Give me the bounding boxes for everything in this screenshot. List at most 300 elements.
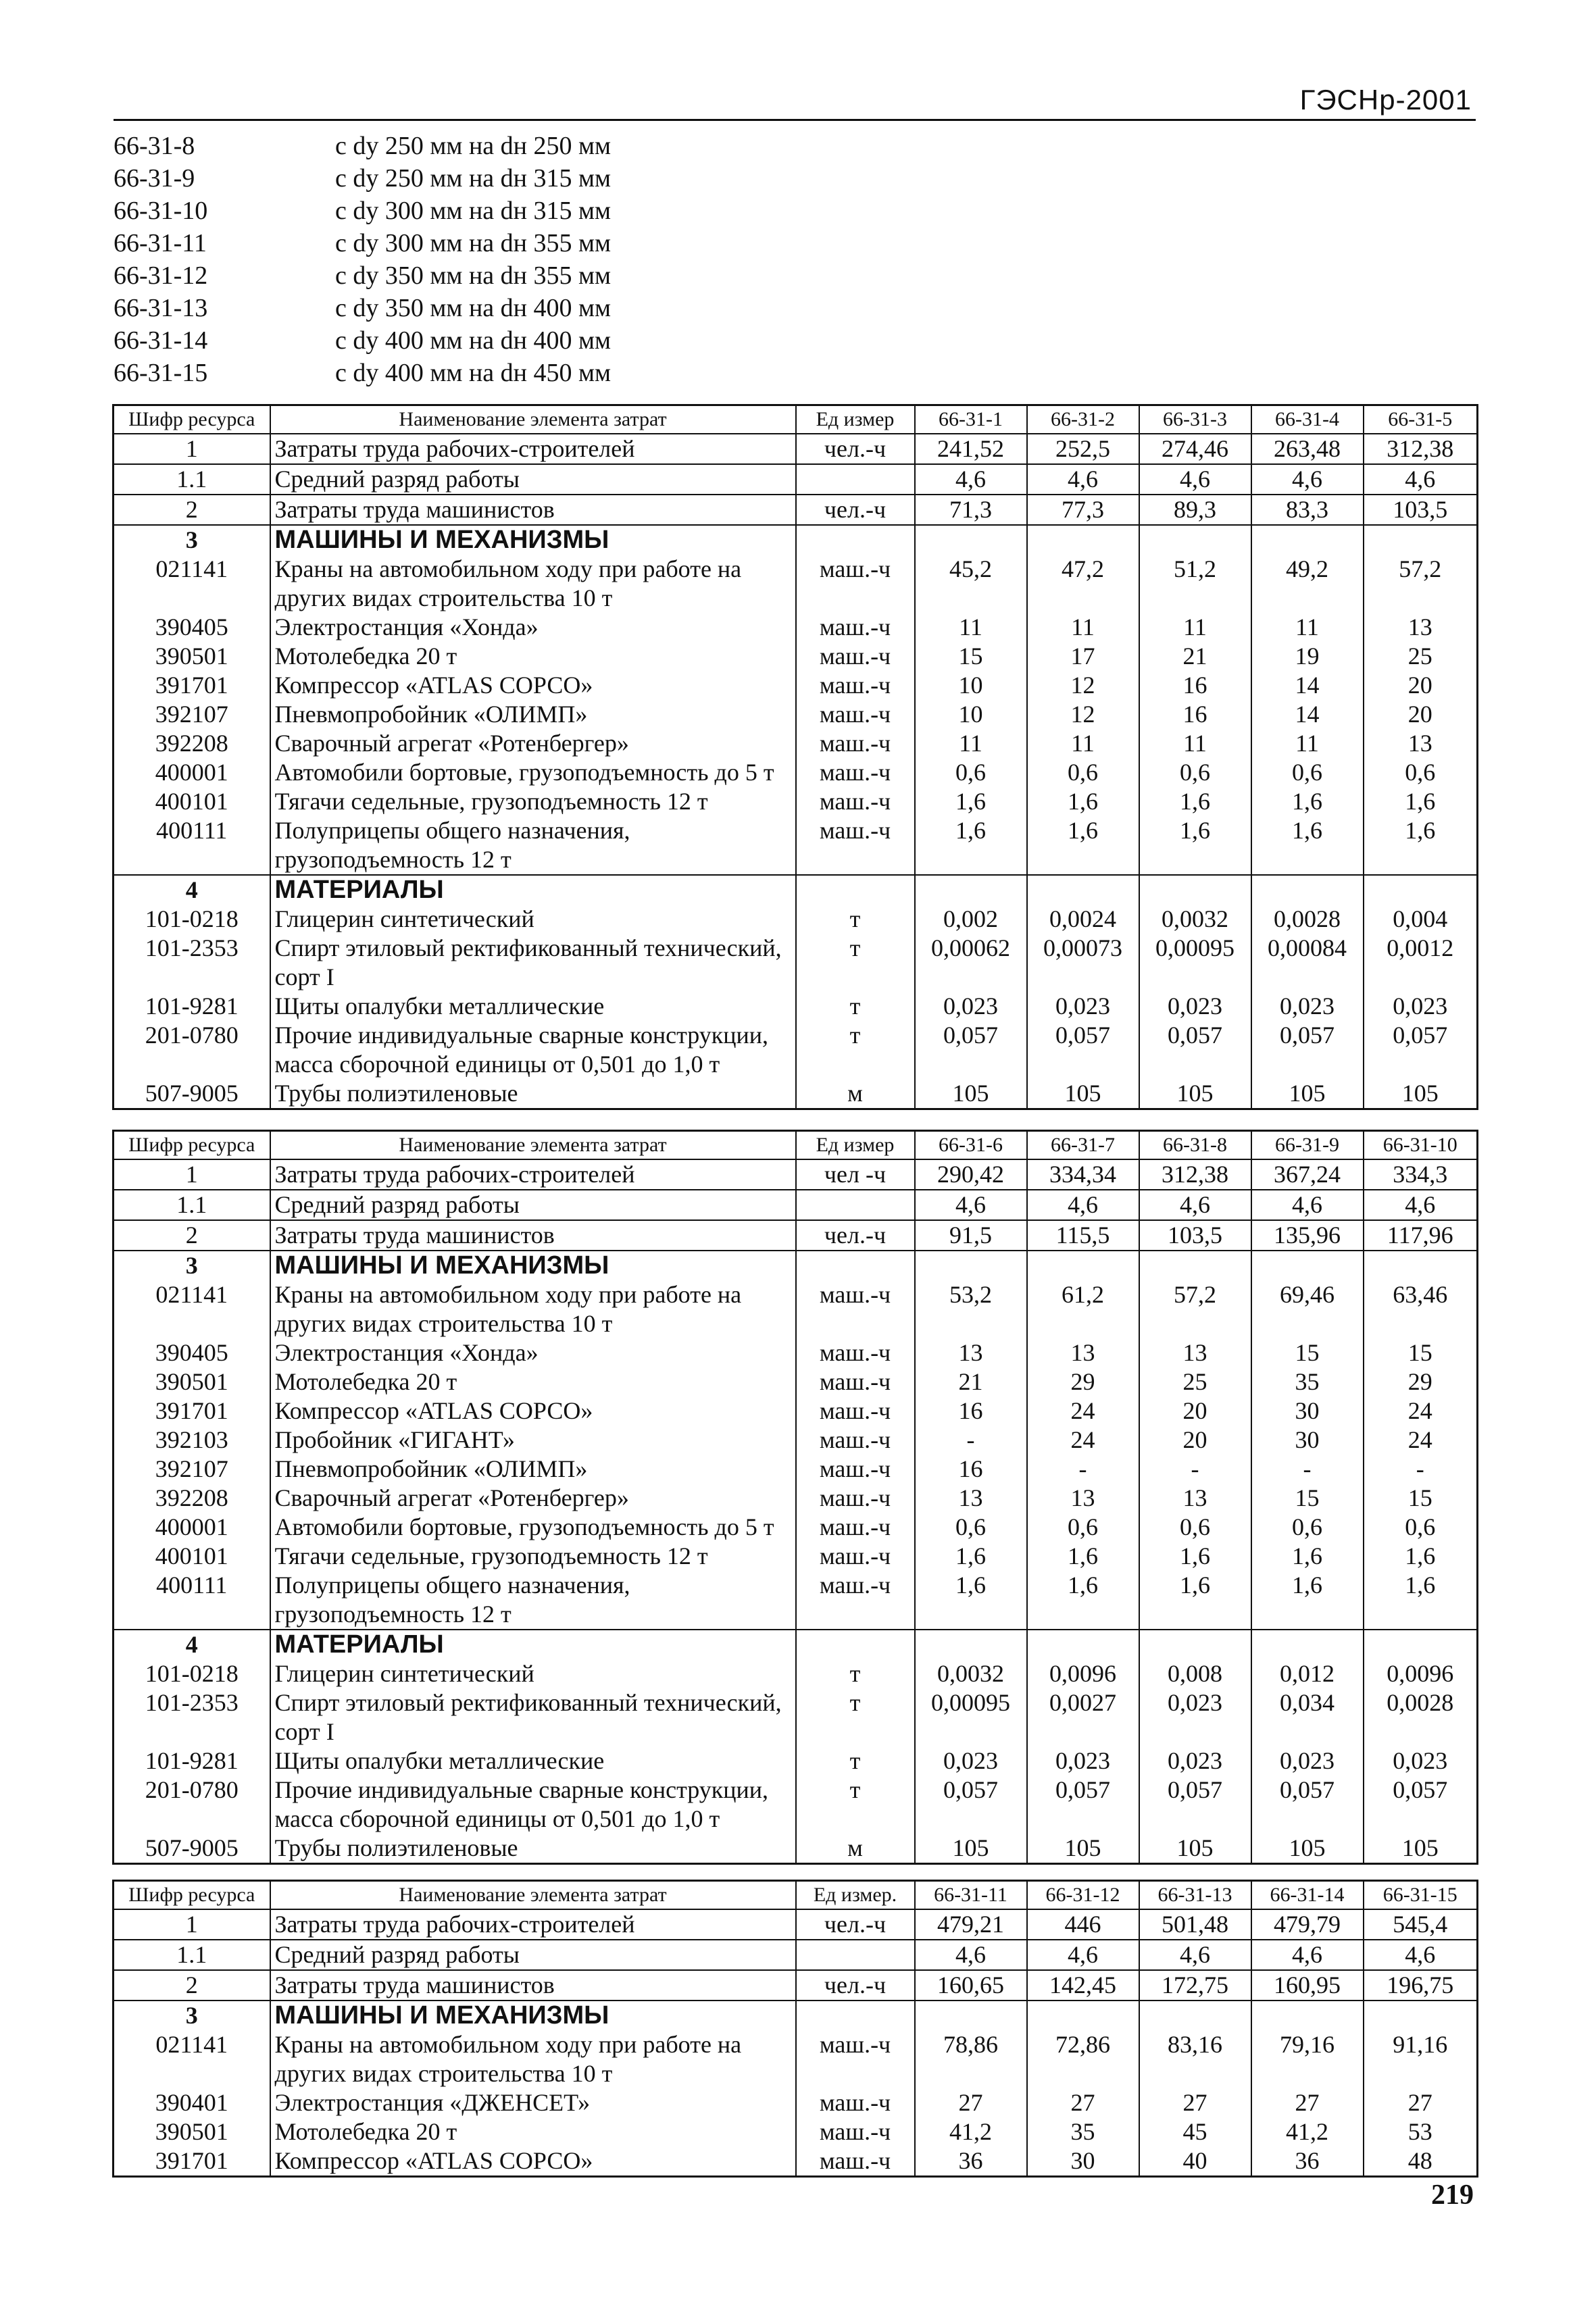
resource-code: 392107 [114,1455,270,1484]
unit-of-measure: маш.-ч [796,2030,915,2088]
table-row [114,1367,1478,1397]
norm-value [1364,1251,1478,1280]
norm-value: 0,6 [1027,758,1139,787]
norm-value: 0,6 [1139,1513,1251,1542]
norm-value: 4,6 [1251,1940,1364,1970]
table-row [114,816,1478,875]
resource-table-3 [112,1880,1478,2178]
cost-element-name: Пневмопробойник «ОЛИМП» [270,700,796,729]
norm-value: 312,38 [1139,1159,1251,1190]
table-row [114,1190,1478,1220]
norm-value: 17 [1027,642,1139,671]
cost-element-name: Щиты опалубки металлические [270,992,796,1021]
unit-of-measure: м [796,1079,915,1109]
norm-value: 172,75 [1139,1970,1251,2001]
code-list-code: 66-31-8 [114,132,195,160]
column-header: 66-31-9 [1251,1131,1364,1160]
unit-of-measure [796,1630,915,1659]
table-row [114,2001,1478,2030]
norm-value: 35 [1251,1367,1364,1397]
cost-element-name: Автомобили бортовые, грузоподъемность до 5 т [270,758,796,787]
cost-element-name: МАТЕРИАЛЫ [270,875,796,905]
norm-value: 142,45 [1027,1970,1139,2001]
norm-value: 105 [1139,1079,1251,1109]
unit-of-measure: маш.-ч [796,729,915,758]
unit-of-measure: маш.-ч [796,1455,915,1484]
norm-value: 79,16 [1251,2030,1364,2088]
norm-value: 27 [1027,2088,1139,2117]
cost-element-name: Краны на автомобильном ходу при работе на других видах строительства 10 т [270,2030,796,2088]
norm-value: 0,6 [1027,1513,1139,1542]
norm-value: 4,6 [1364,464,1478,495]
norm-value: 27 [915,2088,1027,2117]
norm-value: 334,3 [1364,1159,1478,1190]
unit-of-measure: т [796,1746,915,1776]
unit-of-measure: маш.-ч [796,1542,915,1571]
norm-value: 0,034 [1251,1688,1364,1746]
norm-value [1251,2001,1364,2030]
norm-value: 0,023 [1251,1746,1364,1776]
table-row [114,1079,1478,1109]
code-list-desc: с dy 250 мм на dн 315 мм [335,164,612,193]
table-row [114,495,1478,525]
table-row [114,1571,1478,1630]
column-header: Ед измер [796,405,915,434]
cost-element-name: Средний разряд работы [270,464,796,495]
table-row [114,1659,1478,1688]
norm-value: 105 [1251,1834,1364,1864]
norm-value: 15 [1251,1338,1364,1367]
norm-value: 15 [915,642,1027,671]
unit-of-measure: маш.-ч [796,1367,915,1397]
column-header: Ед измер [796,1131,915,1160]
table-row [114,671,1478,700]
norm-value [1364,1630,1478,1659]
code-list-desc: с dy 400 мм на dн 450 мм [335,359,612,387]
resource-code: 400101 [114,1542,270,1571]
norm-value: 103,5 [1364,495,1478,525]
table-row [114,1513,1478,1542]
norm-value: 11 [915,729,1027,758]
cost-element-name: Глицерин синтетический [270,905,796,934]
unit-of-measure: маш.-ч [796,2146,915,2177]
norm-value: 1,6 [915,1571,1027,1630]
unit-of-measure: чел.-ч [796,1220,915,1251]
unit-of-measure: чел.-ч [796,495,915,525]
norm-value: 11 [1139,729,1251,758]
unit-of-measure [796,1940,915,1970]
norm-value: 0,057 [915,1776,1027,1834]
cost-element-name: Краны на автомобильном ходу при работе на других видах строительства 10 т [270,1280,796,1338]
column-header: Шифр ресурса [114,405,270,434]
column-header: Наименование элемента затрат [270,1881,796,1910]
norm-value: 501,48 [1139,1909,1251,1940]
unit-of-measure: маш.-ч [796,642,915,671]
unit-of-measure: чел.-ч [796,1970,915,2001]
resource-code: 390405 [114,613,270,642]
norm-value: 252,5 [1027,434,1139,464]
table-row [114,1397,1478,1426]
norm-value: 4,6 [1251,1190,1364,1220]
norm-value: 105 [1027,1834,1139,1864]
resource-code: 400101 [114,787,270,816]
unit-of-measure: маш.-ч [796,1513,915,1542]
norm-value: 0,023 [915,992,1027,1021]
norm-value: 105 [1251,1079,1364,1109]
cost-element-name: Электростанция «ДЖЕНСЕТ» [270,2088,796,2117]
table-row [114,1834,1478,1864]
unit-of-measure: маш.-ч [796,555,915,613]
norm-value [1364,875,1478,905]
norm-value: 0,023 [1027,992,1139,1021]
norm-value: 1,6 [915,816,1027,875]
norm-value: 1,6 [1364,816,1478,875]
norm-value: 4,6 [1139,1190,1251,1220]
norm-value: 0,00095 [915,1688,1027,1746]
resource-code: 201-0780 [114,1021,270,1079]
norm-value: 0,0024 [1027,905,1139,934]
cost-element-name: Затраты труда рабочих-строителей [270,1909,796,1940]
norm-value: 4,6 [1027,1940,1139,1970]
column-header: 66-31-11 [915,1881,1027,1910]
cost-element-name: Спирт этиловый ректификованный технический, сорт I [270,1688,796,1746]
norm-value: 24 [1364,1397,1478,1426]
unit-of-measure: чел.-ч [796,1909,915,1940]
resource-code: 390405 [114,1338,270,1367]
table-row [114,2030,1478,2088]
norm-value [915,525,1027,555]
cost-element-name: Глицерин синтетический [270,1659,796,1688]
norm-value: 0,0096 [1364,1659,1478,1688]
column-header: 66-31-6 [915,1131,1027,1160]
norm-value: 290,42 [915,1159,1027,1190]
cost-element-name: Средний разряд работы [270,1190,796,1220]
resource-code: 3 [114,2001,270,2030]
resource-code: 391701 [114,2146,270,2177]
norm-value: 16 [915,1455,1027,1484]
norm-value: - [1364,1455,1478,1484]
cost-element-name: Электростанция «Хонда» [270,613,796,642]
resource-code: 392208 [114,1484,270,1513]
code-list-item [114,292,857,324]
norm-value: 63,46 [1364,1280,1478,1338]
table-row [114,700,1478,729]
resource-code: 1 [114,434,270,464]
norm-value: 0,008 [1139,1659,1251,1688]
norm-value [1251,525,1364,555]
unit-of-measure [796,464,915,495]
norm-value: 29 [1364,1367,1478,1397]
column-header: 66-31-8 [1139,1131,1251,1160]
norm-value: 0,0032 [915,1659,1027,1688]
norm-value: 4,6 [1364,1190,1478,1220]
cost-element-name: Пневмопробойник «ОЛИМП» [270,1455,796,1484]
table-row [114,729,1478,758]
norm-value: 57,2 [1139,1280,1251,1338]
code-list [114,130,857,389]
norm-value: 0,00073 [1027,934,1139,992]
norm-value: - [1251,1455,1364,1484]
table-row [114,1746,1478,1776]
norm-value: 1,6 [1027,1542,1139,1571]
resource-code: 101-2353 [114,934,270,992]
norm-value: 312,38 [1364,434,1478,464]
resource-code: 400111 [114,816,270,875]
norm-value: 24 [1027,1426,1139,1455]
unit-of-measure: чел -ч [796,1159,915,1190]
norm-value [1027,1251,1139,1280]
norm-value: 479,21 [915,1909,1027,1940]
code-list-desc: с dy 300 мм на dн 355 мм [335,229,612,257]
norm-value: 35 [1027,2117,1139,2146]
norm-value: 15 [1364,1338,1478,1367]
unit-of-measure: т [796,1021,915,1079]
norm-value: 1,6 [1139,1571,1251,1630]
table-header-row [114,1131,1478,1160]
table-row [114,2088,1478,2117]
cost-element-name: Затраты труда машинистов [270,1970,796,2001]
norm-value: 27 [1251,2088,1364,2117]
norm-value: 0,004 [1364,905,1478,934]
column-header: 66-31-4 [1251,405,1364,434]
norm-value: 27 [1364,2088,1478,2117]
table-row [114,434,1478,464]
cost-element-name: Средний разряд работы [270,1940,796,1970]
resource-code: 392103 [114,1426,270,1455]
norm-value: 69,46 [1251,1280,1364,1338]
column-header: 66-31-13 [1139,1881,1251,1910]
code-list-code: 66-31-14 [114,326,208,355]
norm-value: 0,023 [1027,1746,1139,1776]
table-row [114,934,1478,992]
cost-element-name: Автомобили бортовые, грузоподъемность до 5 т [270,1513,796,1542]
resource-code: 391701 [114,1397,270,1426]
norm-value [1251,1251,1364,1280]
cost-element-name: Мотолебедка 20 т [270,642,796,671]
norm-value: 0,023 [1139,1746,1251,1776]
norm-value: 4,6 [1027,464,1139,495]
unit-of-measure: маш.-ч [796,1397,915,1426]
norm-value: 0,023 [1251,992,1364,1021]
unit-of-measure [796,1190,915,1220]
code-list-code: 66-31-9 [114,164,195,193]
column-header: 66-31-3 [1139,405,1251,434]
norm-value [1139,525,1251,555]
table-row [114,992,1478,1021]
resource-code: 4 [114,875,270,905]
cost-element-name: Компрессор «ATLAS СОРСО» [270,1397,796,1426]
table-row [114,875,1478,905]
norm-value [1027,875,1139,905]
norm-value: 0,023 [1364,1746,1478,1776]
norm-value: 30 [1251,1397,1364,1426]
unit-of-measure: маш.-ч [796,613,915,642]
norm-value: 105 [1364,1834,1478,1864]
norm-value: 4,6 [1364,1940,1478,1970]
resource-code: 021141 [114,555,270,613]
norm-value: - [1139,1455,1251,1484]
unit-of-measure: маш.-ч [796,2088,915,2117]
norm-value: 4,6 [1139,464,1251,495]
cost-element-name: Пробойник «ГИГАНТ» [270,1426,796,1455]
norm-value: 41,2 [1251,2117,1364,2146]
norm-value: 0,057 [1027,1776,1139,1834]
table-row [114,1338,1478,1367]
code-list-code: 66-31-10 [114,197,208,225]
norm-value: 10 [915,700,1027,729]
cost-element-name: МАШИНЫ И МЕХАНИЗМЫ [270,525,796,555]
norm-value: 77,3 [1027,495,1139,525]
table-row [114,1455,1478,1484]
code-list-desc: с dy 250 мм на dн 250 мм [335,132,612,160]
norm-value [1139,1630,1251,1659]
column-header: 66-31-15 [1364,1881,1478,1910]
cost-element-name: Тягачи седельные, грузоподъемность 12 т [270,1542,796,1571]
norm-value: 115,5 [1027,1220,1139,1251]
column-header: 66-31-2 [1027,405,1139,434]
table-row [114,1426,1478,1455]
cost-element-name: Полуприцепы общего назначения, грузоподъемность 12 т [270,816,796,875]
resource-code: 400001 [114,1513,270,1542]
unit-of-measure [796,1251,915,1280]
cost-element-name: Сварочный агрегат «Ротенбергер» [270,1484,796,1513]
norm-value: 71,3 [915,495,1027,525]
unit-of-measure: маш.-ч [796,1484,915,1513]
table-row [114,787,1478,816]
norm-value: 0,057 [1139,1776,1251,1834]
norm-value: 27 [1139,2088,1251,2117]
norm-value: 0,023 [1364,992,1478,1021]
norm-value: 13 [1027,1484,1139,1513]
norm-value: 11 [1139,613,1251,642]
unit-of-measure [796,2001,915,2030]
cost-element-name: Трубы полиэтиленовые [270,1834,796,1864]
cost-element-name: Трубы полиэтиленовые [270,1079,796,1109]
header-title: ГЭСНр-2001 [1299,84,1472,116]
resource-code: 101-2353 [114,1688,270,1746]
norm-value: 0,0028 [1251,905,1364,934]
norm-value: 36 [1251,2146,1364,2177]
table-row [114,613,1478,642]
cost-element-name: Затраты труда рабочих-строителей [270,1159,796,1190]
norm-value: 545,4 [1364,1909,1478,1940]
norm-value: 13 [915,1484,1027,1513]
column-header: 66-31-14 [1251,1881,1364,1910]
code-list-desc: с dy 350 мм на dн 400 мм [335,294,612,322]
norm-value: 0,00084 [1251,934,1364,992]
cost-element-name: Затраты труда машинистов [270,1220,796,1251]
norm-value: 103,5 [1139,1220,1251,1251]
norm-value: 21 [915,1367,1027,1397]
norm-value: 0,6 [1251,1513,1364,1542]
cost-element-name: МАШИНЫ И МЕХАНИЗМЫ [270,2001,796,2030]
norm-value [915,1630,1027,1659]
unit-of-measure: т [796,1776,915,1834]
norm-value: 57,2 [1364,555,1478,613]
norm-value: 0,00062 [915,934,1027,992]
unit-of-measure: м [796,1834,915,1864]
cost-element-name: Мотолебедка 20 т [270,1367,796,1397]
norm-value: 274,46 [1139,434,1251,464]
norm-value: 12 [1027,700,1139,729]
norm-value: 334,34 [1027,1159,1139,1190]
norm-value [1251,875,1364,905]
norm-value: 13 [1364,613,1478,642]
column-header: 66-31-10 [1364,1131,1478,1160]
norm-value: 91,5 [915,1220,1027,1251]
page-number: 219 [1431,2180,1474,2211]
norm-value: 367,24 [1251,1159,1364,1190]
norm-value: 1,6 [1364,787,1478,816]
table-row [114,905,1478,934]
code-list-item [114,357,857,389]
norm-value: 30 [1251,1426,1364,1455]
unit-of-measure: маш.-ч [796,787,915,816]
norm-value: 51,2 [1139,555,1251,613]
cost-element-name: МАТЕРИАЛЫ [270,1630,796,1659]
table-row [114,1220,1478,1251]
norm-value: 10 [915,671,1027,700]
resource-code: 2 [114,1220,270,1251]
norm-value: 13 [1139,1338,1251,1367]
column-header: Шифр ресурса [114,1131,270,1160]
norm-value: 24 [1027,1397,1139,1426]
resource-code: 1.1 [114,1190,270,1220]
column-header: 66-31-12 [1027,1881,1139,1910]
resource-code: 507-9005 [114,1834,270,1864]
norm-value: 0,023 [1139,1688,1251,1746]
column-header: 66-31-1 [915,405,1027,434]
table-row [114,1688,1478,1746]
resource-code: 400111 [114,1571,270,1630]
norm-value: 241,52 [915,434,1027,464]
norm-value: 83,3 [1251,495,1364,525]
norm-value: 0,057 [1027,1021,1139,1079]
resource-code: 391701 [114,671,270,700]
unit-of-measure: чел.-ч [796,434,915,464]
norm-value: 0,0027 [1027,1688,1139,1746]
unit-of-measure: т [796,1659,915,1688]
norm-value: 1,6 [915,787,1027,816]
norm-value: 446 [1027,1909,1139,1940]
resource-code: 4 [114,1630,270,1659]
norm-value [1139,875,1251,905]
code-list-item [114,130,857,162]
unit-of-measure: маш.-ч [796,1571,915,1630]
table-row [114,1776,1478,1834]
norm-value: 21 [1139,642,1251,671]
column-header: Шифр ресурса [114,1881,270,1910]
norm-value: 1,6 [1027,1571,1139,1630]
norm-value: 0,0032 [1139,905,1251,934]
resource-code: 021141 [114,2030,270,2088]
norm-value: 1,6 [1364,1542,1478,1571]
resource-code: 1 [114,1159,270,1190]
norm-value: 0,6 [1364,1513,1478,1542]
code-list-item [114,195,857,227]
norm-value: 40 [1139,2146,1251,2177]
table-row [114,1251,1478,1280]
norm-value: 0,057 [1251,1776,1364,1834]
norm-value: 1,6 [1251,1542,1364,1571]
table-row [114,1484,1478,1513]
unit-of-measure [796,525,915,555]
norm-value: 29 [1027,1367,1139,1397]
unit-of-measure: т [796,934,915,992]
norm-value: 45,2 [915,555,1027,613]
norm-value: 4,6 [915,1940,1027,1970]
table-row [114,642,1478,671]
